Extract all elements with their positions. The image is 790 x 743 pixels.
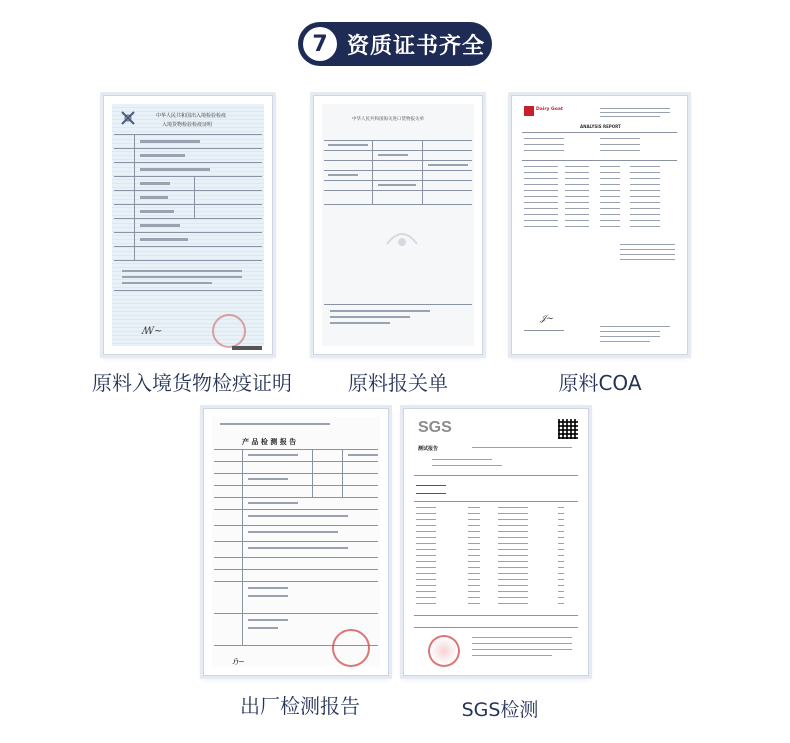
doc-heading: 中华人民共和国海关进口货物报关单 <box>352 117 424 122</box>
signature: ℌ~ <box>232 657 245 666</box>
doc-heading: ANALYSIS REPORT <box>580 124 621 129</box>
section-number-badge: 7 <box>303 27 337 61</box>
doc-heading: 产 品 检 测 报 告 <box>242 438 297 446</box>
coa-brand: Dairy Goat <box>536 107 564 112</box>
doc-caption: 原料入境货物检疫证明 <box>92 371 292 395</box>
signature: 𝒥~ <box>540 314 554 324</box>
signature: ꟿ~ <box>142 326 163 337</box>
qr-code-icon <box>558 419 578 439</box>
emblem-icon <box>120 110 136 126</box>
doc-caption: 出厂检测报告 <box>240 694 360 718</box>
doc-subheading: 入境货物检验检疫证明 <box>162 122 213 128</box>
doc-caption: SGS检测 <box>461 699 539 721</box>
section-title-pill <box>298 22 492 66</box>
coa-logo <box>524 106 534 116</box>
doc-factory-test-report <box>203 408 389 676</box>
doc-heading: 测试报告 <box>418 446 439 452</box>
doc-caption: 原料COA <box>558 371 642 395</box>
watermark-logo <box>382 224 422 254</box>
official-seal <box>428 635 460 667</box>
doc-caption: 原料报关单 <box>348 371 448 395</box>
sgs-logo: SGS <box>418 419 452 436</box>
doc-sgs-report <box>403 408 589 676</box>
official-seal <box>332 629 370 667</box>
doc-quarantine-certificate <box>103 95 273 355</box>
official-seal <box>212 314 246 348</box>
doc-heading: 中华人民共和国出入境检验检疫 <box>156 113 227 119</box>
doc-customs-declaration <box>313 95 483 355</box>
section-title: 资质证书齐全 <box>347 33 486 59</box>
doc-coa <box>511 95 688 355</box>
